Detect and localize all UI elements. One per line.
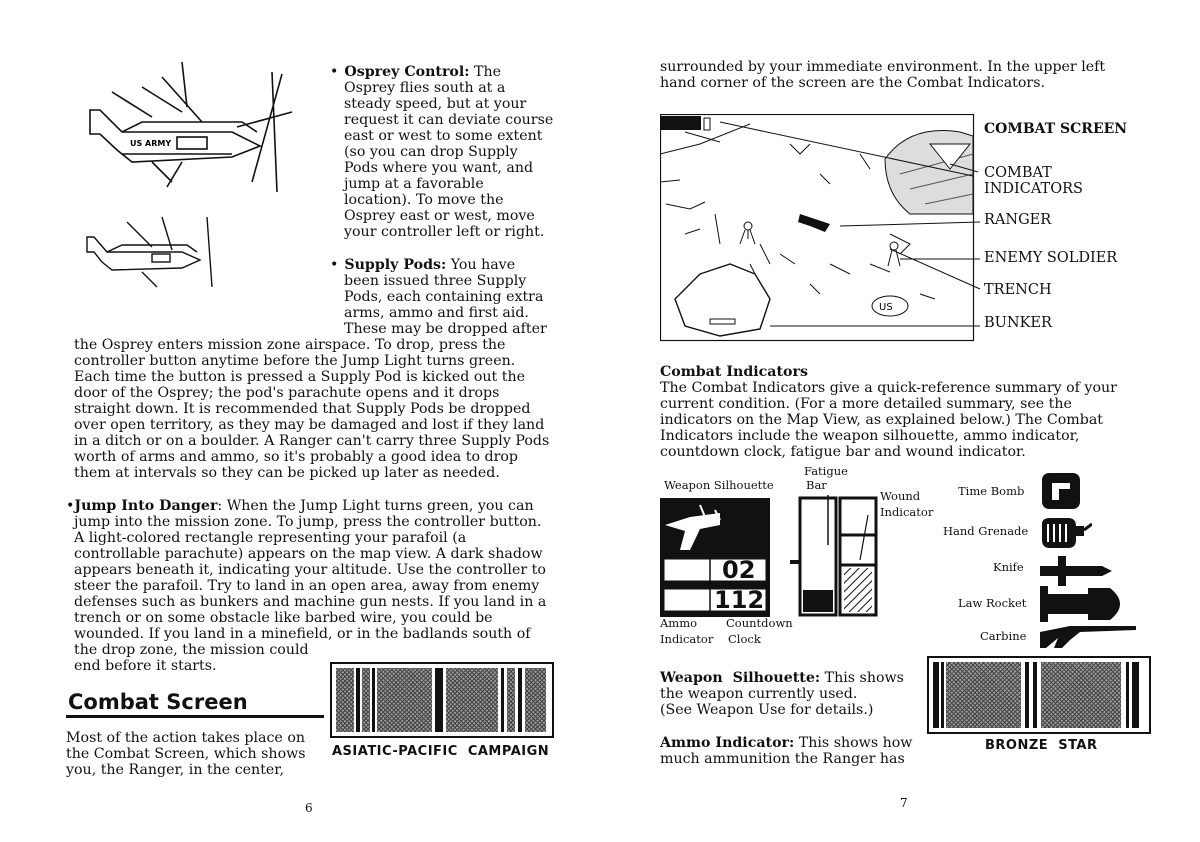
text-line: defenses such as bunkers and machine gun nests. If you land in a [74, 594, 547, 610]
text-line: (so you can drop Supply [344, 144, 518, 160]
law-rocket-icon [1040, 586, 1130, 622]
heading-rule [66, 715, 324, 718]
time-bomb-icon [1042, 473, 1082, 511]
intro-paragraph [660, 59, 1105, 91]
text-line: request it can deviate course [344, 112, 554, 128]
combat-screen-diagram [660, 114, 1120, 346]
jump-into-danger-paragraph: •Jump Into Danger: When the Jump Light turns green, you can jump into the mission zone. To jump, press the controller button. A light-colored rectangle representing your parafoil (a controllable parachute) appears on the map view. A dark shadow appears beneath it, indicating your altitude. Use the controller to steer the parafoil. Try to land in an open area, away from enemy defenses such as bunkers and machine gun nests. If you land in a trench or on some obstacle like barbed wire, you could be wounded. If you land in a minefield, or in the badlands south of the drop zone, the mission could end before it starts. [66, 498, 547, 674]
text-line: your controller left or right. [344, 224, 545, 240]
text-line: : When the Jump Light turns green, you can [217, 498, 534, 514]
weapon-carbine-label: Carbine [980, 629, 1027, 643]
osprey-illustration-small [82, 212, 222, 292]
text-line: This shows [824, 670, 904, 686]
ammo-indicator-paragraph [660, 735, 912, 767]
hand-grenade-icon [1040, 516, 1092, 550]
text-line: surrounded by your immediate environment. In the upper left [660, 59, 1106, 75]
text-line: trench or on some obstacle like barbed wire, you could be [74, 610, 493, 626]
text-line: controller button anytime before the Jump Light turns green. [74, 353, 516, 369]
page-number-right: 7 [900, 796, 908, 810]
text-line: jump into the mission zone. To jump, press the controller button. [74, 514, 542, 530]
text-line: Each time the button is pressed a Supply Pod is kicked out the [74, 369, 525, 385]
text-line: You have [450, 257, 516, 273]
text-line: you, the Ranger, in the center, [66, 762, 285, 778]
clock-label: Clock [728, 632, 761, 646]
text-line: This shows how [798, 735, 913, 751]
combat-screen-heading: Combat Screen [68, 690, 248, 714]
supply-pods-title: Supply Pods: [344, 257, 447, 273]
us-vehicle-marking: US [879, 302, 893, 313]
text-line: been issued three Supply [344, 273, 527, 289]
text-line: east or west to some extent [344, 128, 543, 144]
text-line: Pods, each containing extra [344, 289, 544, 305]
text-line: worth of arms and ammo, so it's probably a good idea to drop [74, 449, 519, 465]
countdown-label: Countdown [726, 616, 793, 630]
text-line: much ammunition the Ranger has [660, 751, 905, 767]
label-ranger: RANGER [984, 212, 1052, 228]
asiatic-pacific-ribbon [330, 662, 554, 738]
wound-label: Wound [880, 489, 921, 503]
text-line: the Osprey enters mission zone airspace. To drop, press the [74, 337, 506, 353]
ammo-value: 02 [722, 556, 756, 584]
combat-indicators-paragraph [660, 380, 1117, 460]
knife-icon [1040, 556, 1112, 586]
text-line: Pods where you want, and [344, 160, 534, 176]
combat-screen-paragraph [66, 730, 306, 778]
ammo-label: Ammo [660, 616, 698, 630]
text-line: jump at a favorable [344, 176, 484, 192]
text-line: These may be dropped after [344, 321, 547, 337]
label-enemy-soldier: ENEMY SOLDIER [984, 250, 1118, 266]
text-line: (See Weapon Use for details.) [660, 702, 874, 718]
supply-pods-continued [74, 337, 549, 481]
text-line: Osprey east or west, move [344, 208, 535, 224]
supply-pods-paragraph [330, 257, 547, 337]
text-line: Osprey flies south at a [344, 80, 506, 96]
text-line: The [474, 64, 502, 80]
bronze-star-ribbon [927, 656, 1151, 734]
ammo-indicator-title: Ammo Indicator: [660, 735, 795, 751]
jump-into-danger-title: Jump Into Danger [74, 498, 218, 514]
osprey-control-paragraph [330, 64, 553, 240]
text-line: Indicators include the weapon silhouette, ammo indicator, [660, 428, 1080, 444]
text-line: countdown clock, fatigue bar and wound indicator. [660, 444, 1026, 460]
weapon-knife-label: Knife [993, 560, 1024, 574]
text-line: A light-colored rectangle representing your parafoil (a [74, 530, 467, 546]
label-bunker: BUNKER [984, 315, 1052, 331]
weapon-hand-grenade-label: Hand Grenade [943, 524, 1029, 538]
text-line: the Combat Screen, which shows [66, 746, 306, 762]
osprey-control-title: Osprey Control: [344, 64, 470, 80]
text-line: hand corner of the screen are the Combat Indicators. [660, 75, 1045, 91]
clock-value: 112 [714, 586, 765, 614]
weapon-silhouette-paragraph [660, 670, 904, 718]
text-line: them at intervals so they can be picked up later as needed. [74, 465, 500, 481]
weapon-silhouette-title: Weapon Silhouette: [660, 670, 821, 686]
combat-screen-title: COMBAT SCREEN [984, 121, 1128, 137]
bar-label: Bar [806, 478, 827, 492]
text-line: the weapon currently used. [660, 686, 858, 702]
asiatic-pacific-caption: ASIATIC-PACIFIC CAMPAIGN [332, 744, 550, 759]
text-line: appears beneath it, indicating your altitude. Use the controller to [74, 562, 546, 578]
text-line: arms, ammo and first aid. [344, 305, 529, 321]
text-line: indicators on the Map View, as explained below.) The Combat [660, 412, 1103, 428]
text-line: door of the Osprey; the pod's parachute opens and it drops [74, 385, 500, 401]
osprey-illustration-large [82, 62, 307, 192]
carbine-icon [1040, 622, 1136, 650]
text-line: Most of the action takes place on [66, 730, 305, 746]
weapon-silhouette-label: Weapon Silhouette [664, 478, 774, 492]
text-line: in a ditch or on a boulder. A Ranger can't carry three Supply Pods [74, 433, 550, 449]
combat-indicators-heading: Combat Indicators [660, 364, 808, 380]
text-line: steady speed, but at your [344, 96, 527, 112]
text-line: location). To move the [344, 192, 504, 208]
text-line: straight down. It is recommended that Supply Pods be dropped [74, 401, 531, 417]
label-trench: TRENCH [984, 282, 1052, 298]
text-line: over open territory, as they may be damaged and lost if they land [74, 417, 545, 433]
text-line: current condition. (For a more detailed summary, see the [660, 396, 1072, 412]
text-line: wounded. If you land in a minefield, or in the badlands south of [74, 626, 531, 642]
text-line: the drop zone, the mission could [74, 642, 309, 658]
text-line: The Combat Indicators give a quick-reference summary of your [660, 380, 1117, 396]
bronze-star-caption: BRONZE STAR [985, 738, 1098, 753]
fatigue-label: Fatigue [804, 464, 848, 478]
text-line: steer the parafoil. Try to land in an open area, away from enemy [74, 578, 540, 594]
page-number-left: 6 [305, 801, 313, 815]
ammo-indicator-label: Indicator [660, 632, 714, 646]
indicator-panel [660, 495, 880, 620]
text-line: controllable parachute) appears on the map view. A dark shadow [74, 546, 543, 562]
weapon-law-rocket-label: Law Rocket [958, 596, 1027, 610]
us-army-marking: US ARMY [130, 139, 172, 148]
weapon-time-bomb-label: Time Bomb [958, 484, 1025, 498]
text-line: end before it starts. [74, 658, 217, 674]
label-indicators: INDICATORS [984, 181, 1083, 197]
label-combat: COMBAT [984, 165, 1052, 181]
wound-indicator-label: Indicator [880, 505, 934, 519]
